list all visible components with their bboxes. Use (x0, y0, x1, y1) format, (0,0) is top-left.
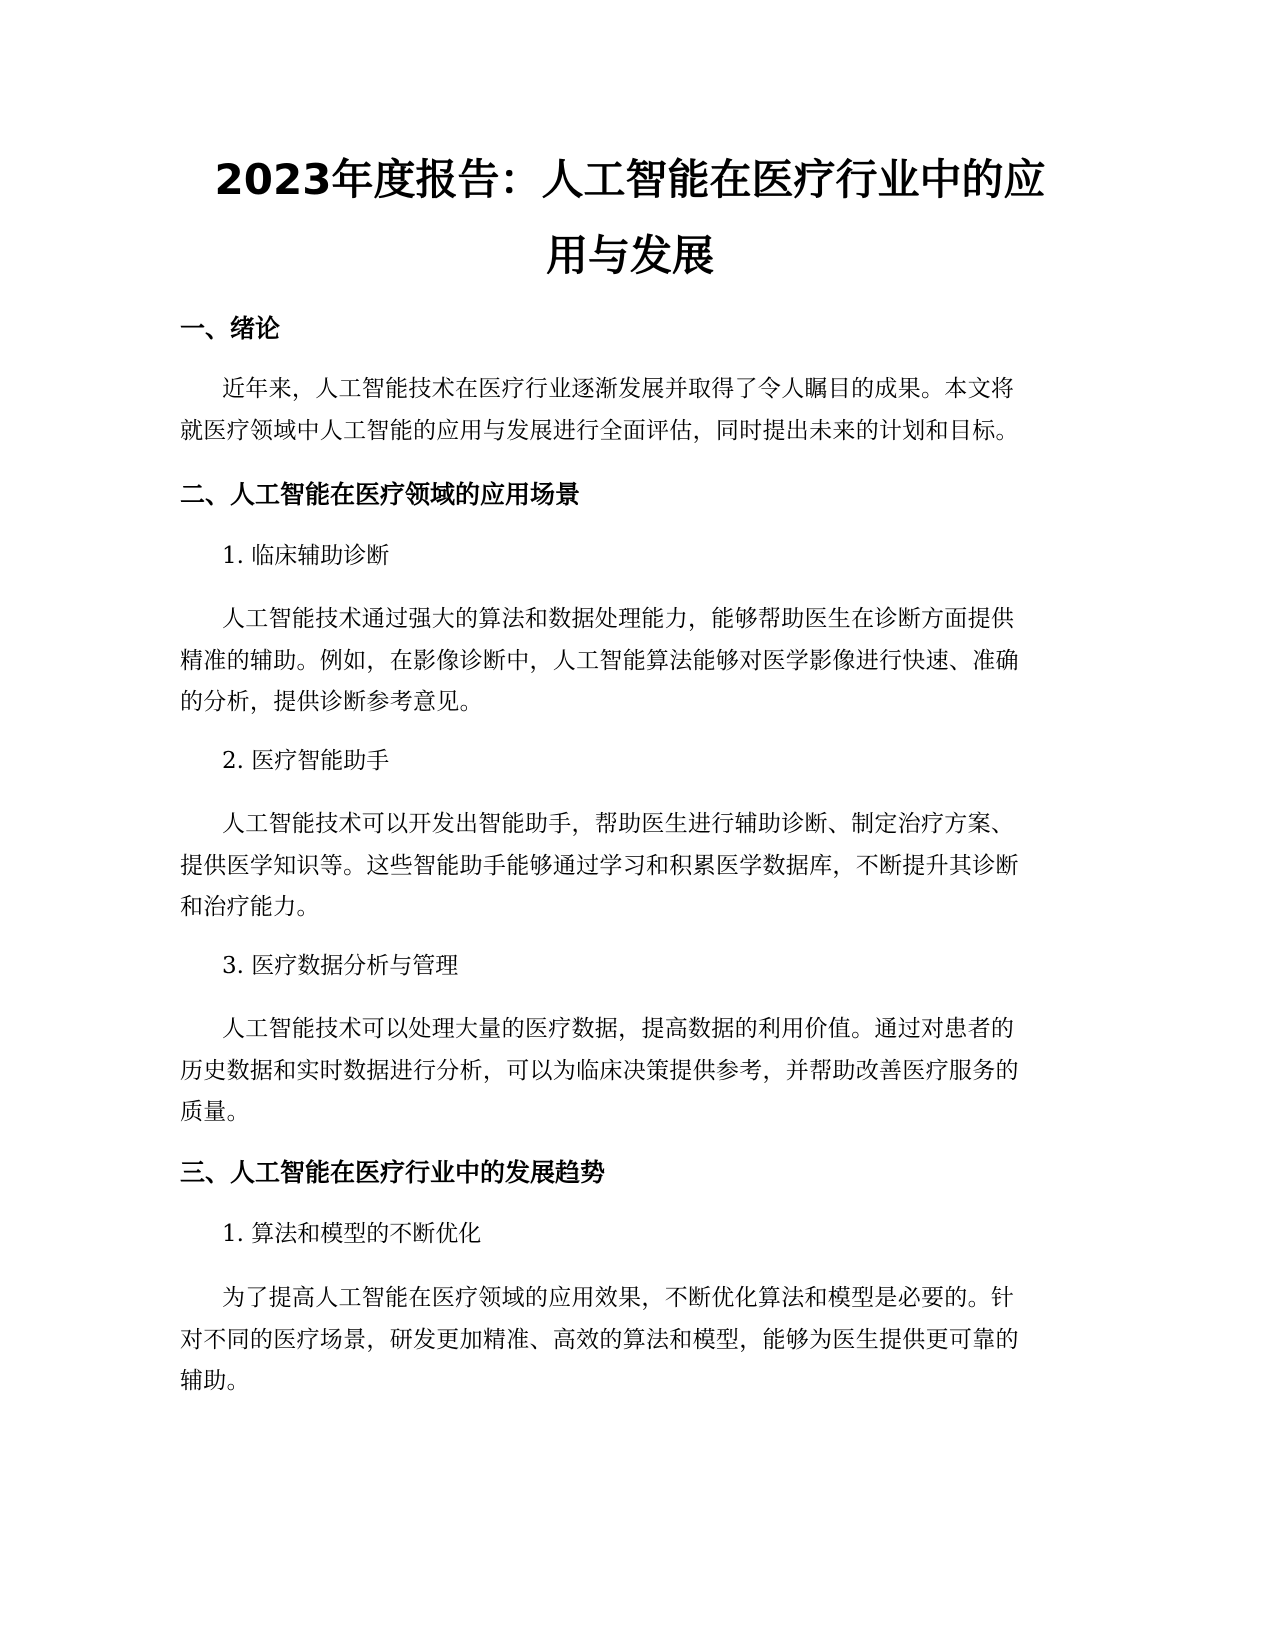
section-heading-introduction: 一、绪论 (180, 314, 281, 343)
paragraph-line: 人工智能技术通过强大的算法和数据处理能力，能够帮助医生在诊断方面提供 (222, 606, 1015, 632)
paragraph-line: 对不同的医疗场景，研发更加精准、高效的算法和模型，能够为医生提供更可靠的 (180, 1326, 1019, 1353)
subheading-medical-assistant: 2. 医疗智能助手 (222, 748, 390, 774)
paragraph-line: 就医疗领域中人工智能的应用与发展进行全面评估，同时提出未来的计划和目标。 (180, 417, 1019, 444)
paragraph-line: 和治疗能力。 (180, 894, 320, 920)
document-title (180, 142, 1080, 294)
paragraph-line: 历史数据和实时数据进行分析，可以为临床决策提供参考，并帮助改善医疗服务的 (180, 1057, 1019, 1084)
subheading-algorithm-optimization: 1. 算法和模型的不断优化 (222, 1221, 482, 1247)
paragraph-line: 人工智能技术可以开发出智能助手，帮助医生进行辅助诊断、制定治疗方案、 (222, 811, 1015, 837)
paragraph-line: 的分析，提供诊断参考意见。 (180, 689, 483, 715)
paragraph-line: 质量。 (180, 1099, 250, 1125)
section-heading-applications: 二、人工智能在医疗领域的应用场景 (180, 480, 581, 509)
paragraph-line: 近年来，人工智能技术在医疗行业逐渐发展并取得了令人瞩目的成果。本文将 (222, 376, 1015, 402)
paragraph-line: 提供医学知识等。这些智能助手能够通过学习和积累医学数据库，不断提升其诊断 (180, 852, 1019, 879)
section-paragraph-introduction (180, 369, 1080, 452)
paragraph-line: 为了提高人工智能在医疗领域的应用效果，不断优化算法和模型是必要的。针 (222, 1285, 1015, 1311)
title-line-2: 用与发展 (545, 231, 714, 280)
title-line-1: 2023年度报告：人工智能在医疗行业中的应 (214, 155, 1046, 204)
paragraph-clinical-diagnosis (180, 599, 1080, 724)
paragraph-line: 精准的辅助。例如，在影像诊断中，人工智能算法能够对医学影像进行快速、准确 (180, 647, 1019, 674)
paragraph-line: 辅助。 (180, 1368, 250, 1394)
paragraph-medical-assistant (180, 804, 1080, 929)
paragraph-line: 人工智能技术可以处理大量的医疗数据，提高数据的利用价值。通过对患者的 (222, 1016, 1015, 1042)
paragraph-data-analysis (180, 1009, 1080, 1134)
subheading-data-analysis: 3. 医疗数据分析与管理 (222, 953, 459, 979)
paragraph-algorithm-optimization (180, 1278, 1080, 1403)
subheading-clinical-diagnosis: 1. 临床辅助诊断 (222, 543, 390, 569)
section-heading-trends: 三、人工智能在医疗行业中的发展趋势 (180, 1158, 606, 1187)
